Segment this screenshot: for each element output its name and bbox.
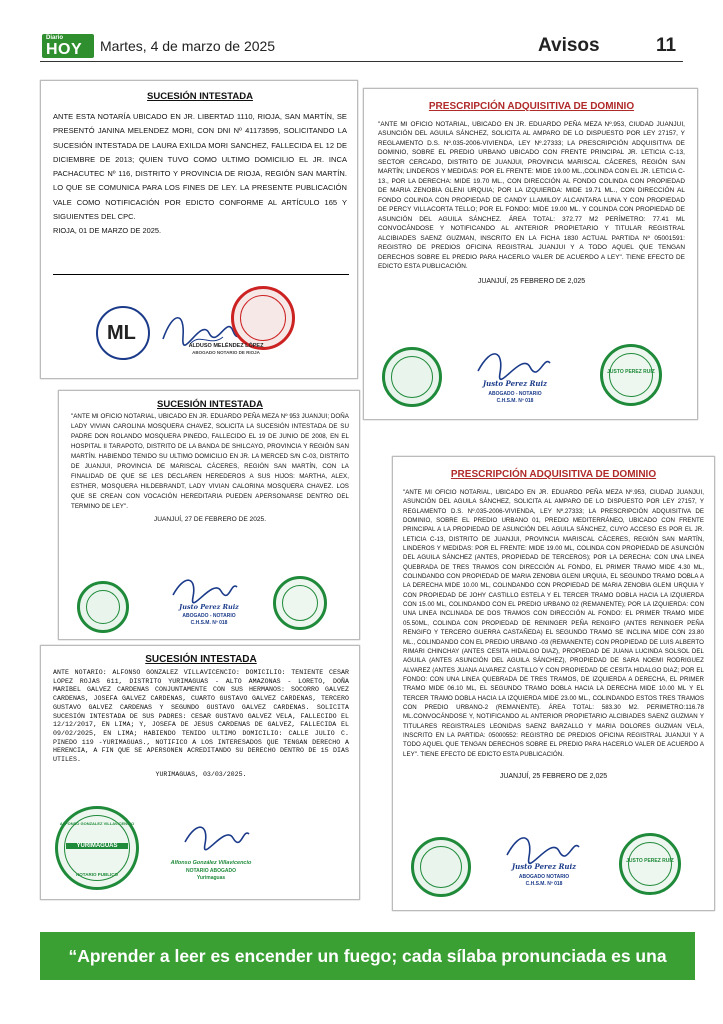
- seal-title: YURIMAGUAS: [66, 843, 128, 849]
- notice-sucesion-yurimaguas: [40, 645, 360, 900]
- notary-seal-green-left: [382, 347, 442, 407]
- signature-name: Justo Perez Ruiz: [179, 603, 239, 611]
- section-title: Avisos: [538, 35, 600, 56]
- notice-body: "ANTE MI OFICIO NOTARIAL, UBICADO EN JR. EDUARDO PEÑA MEZA Nº.953, CIUDAD JUANJUI, ASUNCIÓN DEL AGUILA SÁNCHEZ, SOLICITA AL AMPARO DE LO DISPUESTO POR LEY 27157, Y REGLAMENTO D.S. Nº.035-2006-VIVIENDA, LEY Nº.27333; LA PRESCRIPCIÓN ADQUISITIVA DE DOMINIO, SOBRE EL PREDIO URBANO 01, PREDIO MEDITERRÁNEO, UBICADO CON FRENTE PRINCIPAL A LA PROPIEDAD DE ASUNCIÓN DEL AGUILA SÁNCHEZ, CUYO ACCESO ES POR EL JR. LETICIA C-13, DISTRITO DE JUANJUI, PROVINCIA MARISCAL CÁCERES, REGIÓN SAN MARTÍN, LINDEROS Y MEDIDAS: POR EL FRENTE: MIDE 19.00 ML, COLINDA CON PROPIEDAD DE ASUNCIÓN DEL AGUILA SÁNCHEZ (ANTES, PROPIEDAD DE TERCEROS); POR LA DERECHA: CON UNA LINEA QUEBRADA DE TRES TRAMOS CON DIRECCIÓN AL FONDO, EL PRIMER TRAMO MIDE 4.30 ML, COLINDANDO CON PROPIEDAD DE MARIA ZENOBIA GLENI URQUIA, EL SEGUNDO TRAMO DOBLA A LA DERECHA MIDE 10.00 ML, COLINDANDO CON PROPIEDAD DE MARIA ZENOBIA GLENI URQUIA Y CON PROPIEDAD DE JOHY CASTILLO ESTELA Y EL TERCER TRAMO DOBLA HACIA LA IZQUIERDA CON 15.00 ML, COLINDANDO CON EL PREDIO URBANO 02 (REMANENTE); POR LA IZQUIERDA: CON UNA LINEA INCLINADA DE DOS TRAMOS CON DIRECCIÓN AL FONDO: EL PRIMER TRAMO MIDE 05.50ML, COLINDA CON PROPIEDAD DE RENINGER PEÑA RENGIFO (ANTES RENINGER PEÑA RENGIFO Y TERCERO GUERRA CASTAÑEDA) EL SEGUNDO TRAMO SE INCLINA MIDE CON 23.80 ML., COLINDANDO CON EL PREDIO URBANO -03 (REMANENTE) CON PROPIEDAD DE LUIS ALBERTO RIMARI CHINCHAY (ANTES CESITA HIDALGO DIAZ), PROPIEDAD DE JUANA LUCINDA SOLSOL DEL AGUILA (ANTES ASUNCIÓN DEL AGUILA SÁNCHEZ), PROPIEDAD DE SARA NOEMI RODRIGUEZ ALVAREZ (ANTES JUANA ALVAREZ CASTILLO Y CON PROPIEDAD DE CESITA HIDALGO DIAZ; POR EL FONDO: CON UNA LINEA QUEBRADA DE TRES TRAMOS, DE IZQUIERDA A DERECHA, EL PRIMER TRAMO MIDE 06.10 ML, EL SEGUNDO TRAMO DOBLA HACIA LA DERECHA MIDE 10.00 ML Y EL TERCER TRAMO DOBLA HACIA LA IZQUIERDA MIDE 23.00 ML., COLINDANDO ESTOS TRES TRAMOS CON PREDIO URBANO-2 (REMANENTE). ÁREA TOTAL: 583.30 M2. PERIMETRO:116.78 ML.CONVOCÁNDOSE Y, NOTIFICANDO AL ANTERIOR PROPIETARIO ALCIBIADES SAENZ GUZMAN Y TITULARES REGISTRALES LEONIDAS SAENZ BARZALLO Y MARIA DOLORES GUZMAN VELA, INSCRITO EN LA PARTIDA: 05000552: REGISTRO DE PREDIOS OFICINA REGISTRAL JUANJUI Y A TODO AQUEL QUE TENGAN DERECHOS SOBRE EL PREDIO PARA HACERLO VALER DE ACUERDO A LEY". TIENE EFECTO DE EDICTO ESTA PUBLICACIÓN.: [403, 489, 704, 758]
- notice-place-date: JUANJUÍ, 25 FEBRERO DE 2,025: [499, 772, 608, 780]
- footer-quote: “Aprender a leer es encender un fuego; cada sílaba pronunciada es una chispa”.: [40, 932, 695, 980]
- notice-sucesion-rioja: [40, 80, 358, 379]
- issue-date: Martes, 4 de marzo de 2025: [100, 38, 276, 54]
- seal-text: JUSTO PEREZ RUIZ: [626, 858, 674, 864]
- notice-body: "ANTE MI OFICIO NOTARIAL, UBICADO EN JR. EDUARDO PEÑA MEZA Nº.953, CIUDAD JUANJUI, ASUNCIÓN DEL AGUILA SÁNCHEZ, SOLICITA AL AMPARO DE LO DISPUESTO POR LEY 27157, Y REGLAMENTO D.S. Nº.035-2006-VIVIENDA, LEY Nº.27333; LA PRESCRIPCIÓN ADQUISITIVA DE DOMINIO, SOBRE EL PREDIO URBANO UBICADO CON FRENTE PRINCIPAL JR. LETICIA C-13, SECTOR CERCADO, DISTRITO DE JUANJUI, PROVINCIA MARISCAL CÁCERES, REGIÓN SAN MARTÍN; LINDEROS Y MEDIDAS: POR EL FRENTE: MIDE 19.00 ML.,COLINDA CON EL JR. LETICIA C-13., POR LA DERECHA: MIDE 19.70 ML., CON DIRECCIÓN AL FONDO COLINDA CON PROPIEDAD DE MARIA ZENOBIA GLENI URQUIA; POR LA IZQUIERDA: MIDE 19.71 ML., CON DIRECCIÓN AL FONDO COLINDA CON PROPIEDAD DE CANDY LLAMILOY ALCANTARA LUNA Y CON PROPIEDAD DE PERCY VILLACORTA TELLO; POR EL FONDO: MIDE 19.00 ML. Y COLINDA CON PROPIEDAD DE ASUNCIÓN DEL AGUILA SÁNCHEZ. ÁREA TOTAL: 372.77 M2 PERÍMETRO: 77.41 ML CONVOCÁNDOSE Y NOTIFICANDO AL ANTERIOR PROPIETARIO Y TITULAR REGISTRAL ALCIBIADES SAENZ GUZMAN, INSCRITO EN LA FICHA 1830 ACTUAL PARTIDA Nº 05001591: REGISTRO DE PREDIOS OFICINA REGISTRAL JUANJUI Y A TODO AQUEL QUE TENGAN DERECHOS SOBRE EL PREDIO PARA HACERLO VALER DE ACUERDO A LEY". TIENE EFECTO DE EDICTO ESTA PUBLICACIÓN.: [378, 121, 685, 271]
- notice-title: PRESCRIPCIÓN ADQUISITIVA DE DOMINIO: [450, 469, 657, 480]
- notary-seal-green-left: [411, 837, 471, 897]
- signature-reg: C.H.S.M. Nº 018: [190, 620, 228, 626]
- signature-scribble: [181, 816, 251, 856]
- signature-role: ABOGADO - NOTARIO: [488, 391, 542, 397]
- notary-seal-green-right: [273, 576, 327, 630]
- notice-prescripcion-1: [363, 88, 698, 420]
- signature-role: ABOGADO NOTARIO DE RIOJA: [192, 350, 260, 355]
- newspaper-logo: [42, 34, 94, 58]
- signature-role: ABOGADO NOTARIO: [518, 874, 570, 880]
- masthead: [40, 32, 683, 62]
- signature-name: Justo Perez Ruiz: [482, 379, 548, 388]
- signature-name: ALDUSO MELÉNDEZ LÓPEZ: [188, 343, 264, 349]
- logo-small-text: Diario: [46, 35, 64, 41]
- signature-role: ABOGADO - NOTARIO: [182, 613, 236, 619]
- notary-seal-red: [231, 286, 295, 350]
- signature-role: NOTARIO ABOGADO: [186, 868, 236, 874]
- divider: [53, 274, 349, 275]
- signature-reg: C.H.S.M. Nº 018: [496, 398, 534, 404]
- notice-body: "ANTE MI OFICIO NOTARIAL, UBICADO EN JR. EDUARDO PEÑA MEZA Nº 953 JUANJUI; DOÑA LADY VIVIAN CAROLINA MOSQUERA CHAVEZ, SOLICITA LA SUCESIÓN INTESTADA DE SU PADRE DON ROLANDO MOSQUERA PINEDO, FALLECIDO EL 19 DE JUNIO DE 2008, EN EL HOSPITAL II TARAPOTO, DISTRITO DE LA BANDA DE SHILCAYO, PROVINCIA Y REGIÓN SAN MARTÍN. HABIENDO TENIDO SU ULTIMO DOMICILIO EN JR. LA MERCED S/N C-03, DISTRITO DE JUANJUI, PROVINCIA DE MARISCAL CÁCERES, REGIÓN SAN MARTÍN, CON LA FINALIDAD DE QUE SE LES DECLAREN HEREDEROS A SUS HIJOS: MARTHA, ALEX, ESTHER, MOSQUERA HILDEBRANDT, LADY VIVIAN CALORINA MOSQUERA CHAVEZ. LOS QUE SE CREAN CON VOCACIÓN HEREDITARIA PUEDEN APERSONARSE DENTRO DEL TERMINO DE LEY".: [71, 413, 349, 511]
- notice-place-date: YURIMAGUAS, 03/03/2025.: [155, 770, 247, 778]
- notice-body: ANTE NOTARIO: ALFONSO GONZALEZ VILLAVICENCIO: DOMICILIO: TENIENTE CESAR LOPEZ ROJAS 611, DISTRITO YURIMAGUAS - ALTO AMAZONAS - LORETO, DOÑA MARIBEL GALVEZ CARDENAS CONJUNTAMENTE CON SUS HERMANOS: SOCORRO GALVEZ CARDENAS, JOSEFA GALVEZ CARDENAS, CUARTO GUSTAVO GALVEZ CARDENAS, TERCERO GUSTAVO GALVEZ CARDENAS Y SEGUNDO GUSTAVO GALVEZ CARDENAS. SOLICITA SUCESIÓN INTESTADA DE SUS PADRES: CESAR GUSTAVO GALVEZ VELA, FALLECIDO EL 12/12/2017, EN LIMA; Y, JOSEFA DE JESUS CARDENAS DE GALVEZ, FALLECIDA EL 09/02/2025, EN LIMA; HABIENDO TENIDO ULTIMO DOMICILIO: CALLE JULIO C. PINEDO 119 -YURIMAGUAS., NOTIFICO A LOS INTERESADOS QUE TENGAN DERECHO A HERENCIA, A FIN QUE SE APERSONEN ACREDITANDO SU DERECHO DENTRO DE 15 DIAS UTILES.: [53, 669, 349, 764]
- signature-reg: C.H.S.M. Nº 018: [525, 881, 563, 887]
- notary-seal-green-right: [619, 833, 681, 895]
- logo-big-text: HOY: [46, 41, 83, 58]
- notary-seal-green-right: [600, 344, 662, 406]
- notice-title: SUCESIÓN INTESTADA: [145, 654, 257, 665]
- notary-seal-left: [96, 306, 150, 360]
- signature-city: Yurimaguas: [196, 875, 226, 881]
- notice-title: SUCESIÓN INTESTADA: [147, 91, 253, 102]
- notary-seal-yurimaguas: [55, 806, 139, 890]
- signature-name: Alfonso González Villavicencio: [170, 860, 252, 866]
- notice-title: PRESCRIPCIÓN ADQUISITIVA DE DOMINIO: [428, 101, 635, 112]
- notice-body: ANTE ESTA NOTARÍA UBICADO EN JR. LIBERTAD 1110, RIOJA, SAN MARTÍN, SE PRESENTÓ JANINA MELENDEZ MORI, CON DNI Nº 41173595, SOLICITANDO LA SUCESIÓN INTESTADA DE LAURA EXILDA MORI SANCHEZ, FALLECIDA EL 12 DE DICIEMBRE DE 2013; QUIEN TUVO COMO ULTIMO DOMICILIO EL JR. INCA PACHACUTEC Nº 116, DISTRITO Y PROVINCIA DE RIOJA, REGIÓN SAN MARTÍN. LO QUE SE COMUNICA PARA LOS FINES DE LEY. LA PRESENTE PUBLICACIÓN VALE COMO NOTIFICACIÓN POR EDICTO CONFORME AL ARTÍCULO 165 Y SIGUIENTES DEL CPC.: [53, 112, 347, 221]
- notice-prescripcion-2: [392, 456, 715, 911]
- notice-title: SUCESIÓN INTESTADA: [157, 399, 263, 410]
- stamp-mark: ML: [107, 322, 136, 344]
- seal-outer-text: ALFONSO GONZALEZ VILLAVICENCIO: [59, 821, 135, 826]
- seal-text: JUSTO PEREZ RUIZ: [607, 369, 655, 375]
- notice-place-date: RIOJA, 01 DE MARZO DE 2025.: [53, 226, 162, 235]
- notary-seal-green-left: [77, 581, 129, 633]
- signature-name: Justo Perez Ruiz: [511, 862, 577, 871]
- notice-place-date: JUANJUÍ, 25 FEBRERO DE 2,025: [477, 277, 586, 285]
- page-number: 11: [656, 35, 677, 56]
- seal-bottom-text: NOTARIO PUBLICO: [76, 872, 118, 877]
- notice-place-date: JUANJUÍ, 27 DE FEBRERO DE 2025.: [153, 516, 267, 524]
- notice-sucesion-juanjui: [58, 390, 360, 640]
